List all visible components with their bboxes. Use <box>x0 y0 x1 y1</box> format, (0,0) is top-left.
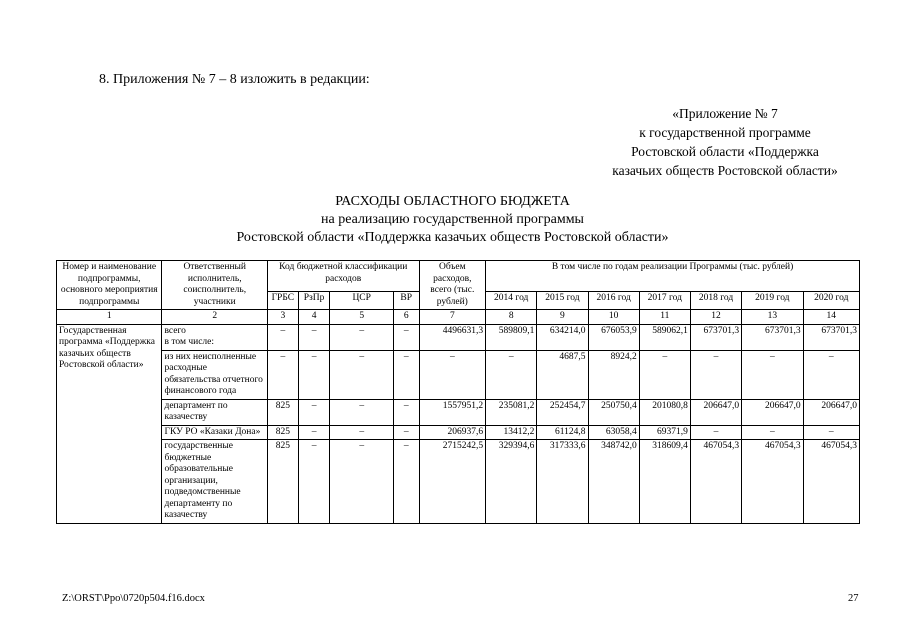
total-cell: 206937,6 <box>419 425 486 440</box>
header-year: 2015 год <box>537 292 588 310</box>
year-value-cell: – <box>690 350 741 399</box>
total-cell: 4496631,3 <box>419 324 486 350</box>
rzpr-cell: – <box>298 440 330 524</box>
rzpr-cell: – <box>298 324 330 350</box>
year-value-cell: 13412,2 <box>486 425 537 440</box>
header-total: Объем расходов, всего (тыс. рублей) <box>419 261 486 310</box>
vr-cell: – <box>393 350 419 399</box>
header-vr: ВР <box>393 292 419 310</box>
vr-cell: – <box>393 425 419 440</box>
year-value-cell: 206647,0 <box>803 399 859 425</box>
year-value-cell: – <box>803 350 859 399</box>
appendix-line: «Приложение № 7 <box>672 106 778 121</box>
header-year: 2020 год <box>803 292 859 310</box>
year-value-cell: 235081,2 <box>486 399 537 425</box>
col-number: 8 <box>486 310 537 325</box>
appendix-line: Ростовской области «Поддержка <box>631 144 819 159</box>
table-row <box>57 425 860 440</box>
header-year: 2017 год <box>639 292 690 310</box>
document-title <box>0 193 905 247</box>
year-value-cell: – <box>803 425 859 440</box>
header-year: 2018 год <box>690 292 741 310</box>
column-number-row <box>57 310 860 325</box>
year-value-cell: 206647,0 <box>690 399 741 425</box>
appendix-line: к государственной программе <box>639 125 811 140</box>
vr-cell: – <box>393 324 419 350</box>
year-value-cell: 676053,9 <box>588 324 639 350</box>
year-value-cell: 61124,8 <box>537 425 588 440</box>
year-value-cell: 589062,1 <box>639 324 690 350</box>
appendix-line: казачьих обществ Ростовской области» <box>612 163 838 178</box>
table-row <box>57 399 860 425</box>
header-grbs: ГРБС <box>267 292 298 310</box>
year-value-cell: 8924,2 <box>588 350 639 399</box>
csr-cell: – <box>330 350 394 399</box>
title-line: Ростовской области «Поддержка казачьих обществ Ростовской области» <box>236 230 669 245</box>
title-line: РАСХОДЫ ОБЛАСТНОГО БЮДЖЕТА <box>335 194 570 209</box>
executor-cell: всего в том числе: <box>162 324 267 350</box>
total-cell: 2715242,5 <box>419 440 486 524</box>
header-executor: Ответственный исполнитель, соисполнитель, участники <box>162 261 267 310</box>
csr-cell: – <box>330 440 394 524</box>
col-number: 4 <box>298 310 330 325</box>
year-value-cell: 673701,3 <box>742 324 803 350</box>
header-name: Номер и наименование подпрограммы, основного мероприятия подпрограммы <box>57 261 162 310</box>
csr-cell: – <box>330 425 394 440</box>
year-value-cell: 467054,3 <box>803 440 859 524</box>
table-row <box>57 350 860 399</box>
year-value-cell: 589809,1 <box>486 324 537 350</box>
grbs-cell: – <box>267 324 298 350</box>
year-value-cell: 69371,9 <box>639 425 690 440</box>
col-number: 13 <box>742 310 803 325</box>
year-value-cell: 348742,0 <box>588 440 639 524</box>
year-value-cell: – <box>742 350 803 399</box>
year-value-cell: 250750,4 <box>588 399 639 425</box>
csr-cell: – <box>330 399 394 425</box>
header-csr: ЦСР <box>330 292 394 310</box>
header-year: 2014 год <box>486 292 537 310</box>
file-path: Z:\ORST\Ppo\0720p504.f16.docx <box>62 593 205 604</box>
header-budget-code: Код бюджетной классификации расходов <box>267 261 419 292</box>
grbs-cell: 825 <box>267 399 298 425</box>
year-value-cell: 673701,3 <box>690 324 741 350</box>
col-number: 7 <box>419 310 486 325</box>
header-year: 2019 год <box>742 292 803 310</box>
col-number: 6 <box>393 310 419 325</box>
header-rzpr: РзПр <box>298 292 330 310</box>
year-value-cell: 673701,3 <box>803 324 859 350</box>
year-value-cell: 317333,6 <box>537 440 588 524</box>
year-value-cell: 252454,7 <box>537 399 588 425</box>
col-number: 11 <box>639 310 690 325</box>
grbs-cell: 825 <box>267 425 298 440</box>
col-number: 9 <box>537 310 588 325</box>
csr-cell: – <box>330 324 394 350</box>
vr-cell: – <box>393 440 419 524</box>
program-name: Государственная программа «Поддержка казачьих обществ Ростовской области» <box>57 324 162 523</box>
intro-paragraph: 8. Приложения № 7 – 8 изложить в редакции: <box>99 72 370 87</box>
year-value-cell: 63058,4 <box>588 425 639 440</box>
executor-cell: из них неисполненные расходные обязательства отчетного финансового года <box>162 350 267 399</box>
year-value-cell: 201080,8 <box>639 399 690 425</box>
executor-cell: ГКУ РО «Казаки Дона» <box>162 425 267 440</box>
col-number: 10 <box>588 310 639 325</box>
year-value-cell: 467054,3 <box>690 440 741 524</box>
header-year: 2016 год <box>588 292 639 310</box>
year-value-cell: 634214,0 <box>537 324 588 350</box>
year-value-cell: 318609,4 <box>639 440 690 524</box>
year-value-cell: – <box>690 425 741 440</box>
year-value-cell: 4687,5 <box>537 350 588 399</box>
col-number: 2 <box>162 310 267 325</box>
col-number: 14 <box>803 310 859 325</box>
year-value-cell: 206647,0 <box>742 399 803 425</box>
table-row <box>57 440 860 524</box>
table-row <box>57 324 860 350</box>
col-number: 1 <box>57 310 162 325</box>
rzpr-cell: – <box>298 399 330 425</box>
vr-cell: – <box>393 399 419 425</box>
grbs-cell: – <box>267 350 298 399</box>
executor-cell: департамент по казачеству <box>162 399 267 425</box>
appendix-header <box>560 104 890 180</box>
page-number: 27 <box>848 593 859 604</box>
grbs-cell: 825 <box>267 440 298 524</box>
title-line: на реализацию государственной программы <box>321 212 584 227</box>
year-value-cell: – <box>639 350 690 399</box>
year-value-cell: – <box>742 425 803 440</box>
total-cell: 1557951,2 <box>419 399 486 425</box>
year-value-cell: – <box>486 350 537 399</box>
year-value-cell: 329394,6 <box>486 440 537 524</box>
col-number: 3 <box>267 310 298 325</box>
executor-cell: государственные бюджетные образовательные организации, подведомственные департаменту по казачеству <box>162 440 267 524</box>
budget-table <box>56 260 860 524</box>
rzpr-cell: – <box>298 425 330 440</box>
total-cell: – <box>419 350 486 399</box>
col-number: 5 <box>330 310 394 325</box>
year-value-cell: 467054,3 <box>742 440 803 524</box>
header-by-years: В том числе по годам реализации Программы (тыс. рублей) <box>486 261 860 292</box>
rzpr-cell: – <box>298 350 330 399</box>
col-number: 12 <box>690 310 741 325</box>
